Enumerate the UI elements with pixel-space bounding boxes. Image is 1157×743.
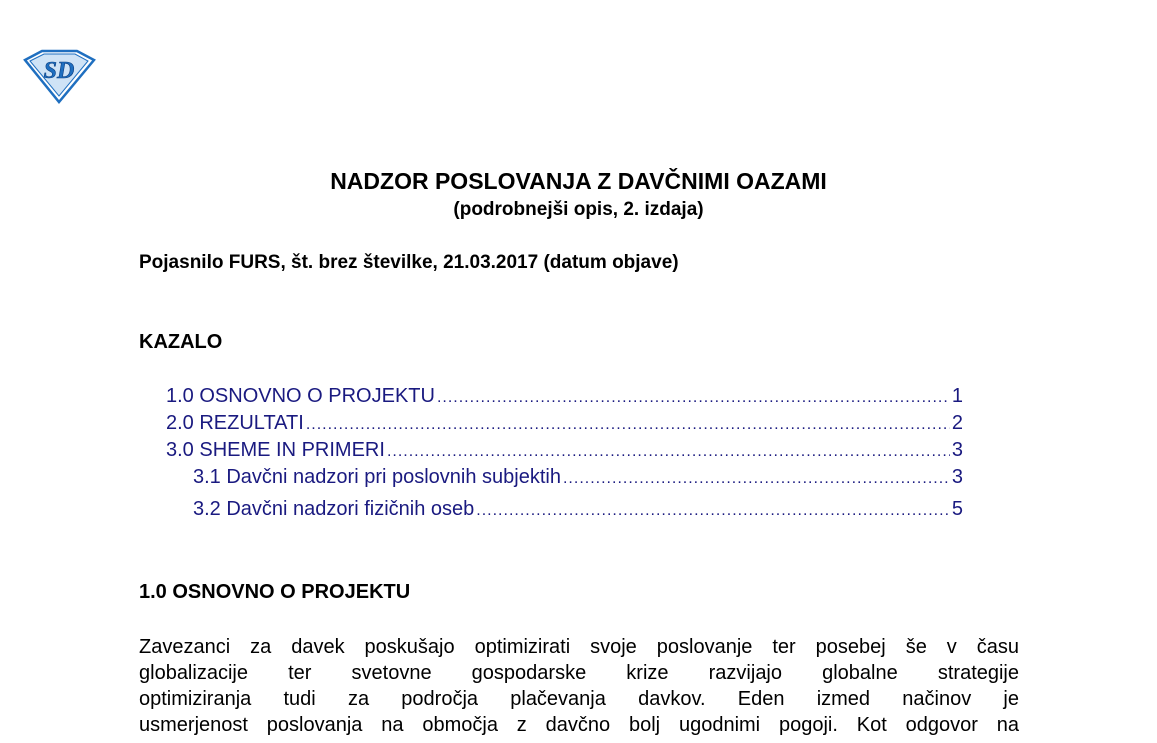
toc-leader-dots — [306, 412, 950, 438]
toc-leader-dots — [476, 498, 950, 524]
paragraph-line: usmerjenost poslovanja na območja z davčno bolj ugodnimi pogoji. Kot odgovor na — [139, 714, 1019, 736]
toc-entry-label: 3.1 Davčni nadzori pri poslovnih subjektih — [193, 466, 561, 488]
toc-entry-page: 3 — [951, 439, 963, 461]
logo-icon — [22, 48, 96, 104]
section-heading: 1.0 OSNOVNO O PROJEKTU — [139, 581, 411, 603]
toc-entry-label: 1.0 OSNOVNO O PROJEKTU — [166, 385, 435, 407]
toc-entry-fizicne-osebe[interactable] — [193, 496, 963, 524]
toc-entry-rezultati[interactable] — [166, 410, 963, 438]
document-title: NADZOR POSLOVANJA Z DAVČNIMI OAZAMI — [330, 168, 827, 194]
paragraph-line: Zavezanci za davek poskušajo optimizirati svoje poslovanje ter posebej še v času — [139, 636, 1019, 658]
toc-leader-dots — [563, 466, 950, 492]
toc-entry-page: 5 — [951, 498, 963, 520]
toc-entry-poslovni-subjekti[interactable] — [193, 464, 963, 492]
toc-entry-sheme[interactable] — [166, 437, 963, 465]
toc-entry-label: 3.2 Davčni nadzori fizičnih oseb — [193, 498, 475, 520]
toc-entry-page: 3 — [951, 466, 963, 488]
notice-line: Pojasnilo FURS, št. brez številke, 21.03.2017 (datum objave) — [139, 252, 679, 273]
toc-entry-label: 2.0 REZULTATI — [166, 412, 304, 434]
sd-shield-logo-icon — [22, 48, 96, 104]
toc-entry-page: 2 — [951, 412, 963, 434]
toc-entry-page: 1 — [951, 385, 963, 407]
toc-leader-dots — [437, 385, 950, 411]
toc-heading: KAZALO — [139, 331, 223, 353]
toc-entry-osnovno[interactable] — [166, 383, 963, 411]
toc-leader-dots — [387, 439, 950, 465]
logo-text: SD — [43, 58, 75, 84]
paragraph-line: optimiziranja tudi za področja plačevanja davkov. Eden izmed načinov je — [139, 688, 1019, 710]
paragraph-line: globalizacije ter svetovne gospodarske krize razvijajo globalne strategije — [139, 662, 1019, 684]
toc-entry-label: 3.0 SHEME IN PRIMERI — [166, 439, 385, 461]
document-subtitle: (podrobnejši opis, 2. izdaja) — [453, 199, 704, 220]
